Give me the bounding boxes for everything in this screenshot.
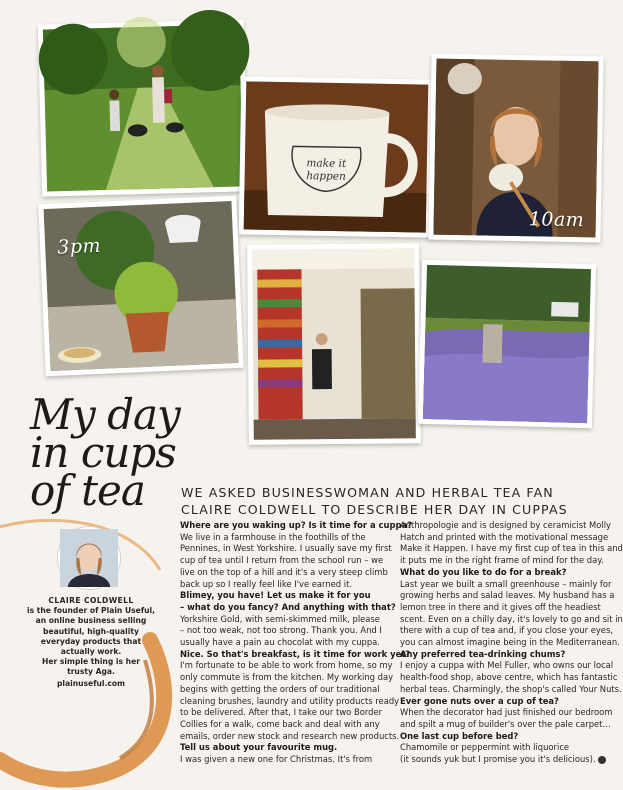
question-line: Blimey, you have! Let us make it for you <box>180 590 371 601</box>
body-line: Chamomile or peppermint with liquorice <box>400 742 570 753</box>
author-profile <box>22 596 160 689</box>
body-line: you can almost imagine being in the Mediterranean. <box>400 637 620 648</box>
profile-name: CLAIRE COLDWELL <box>48 596 134 605</box>
photo-lavender-garden <box>418 260 596 428</box>
body-line: Make it Happen. I have my first cup of tea in this and <box>400 543 623 554</box>
strap-line-1: WE ASKED BUSINESSWOMAN AND HERBAL TEA FAN <box>181 485 554 500</box>
question-line: One last cup before bed? <box>400 730 519 741</box>
body-line: cleaning brushes, laundry and utility products ready <box>180 695 400 706</box>
body-line: back up so I really feel like I've earned it. <box>180 578 353 589</box>
mug-text-1: make it <box>306 156 347 171</box>
body-line: to be delivered. After that, I take our two Border <box>180 707 383 718</box>
time-label-10am: 10am <box>528 208 585 232</box>
title-line-2: in cups <box>30 428 176 477</box>
lavender-image <box>423 265 591 423</box>
question-line: What do you like to do for a break? <box>400 566 567 577</box>
avatar-portrait-image <box>60 529 118 587</box>
body-line: begins with getting the orders of our traditional <box>180 683 380 694</box>
strap-line-2: CLAIRE COLDWELL TO DESCRIBE HER DAY IN CUPPAS <box>181 502 568 517</box>
body-line: Hatch and printed with the motivational message <box>400 531 609 542</box>
family-walk-image <box>43 24 243 191</box>
claire-avatar <box>58 527 120 589</box>
mug-text-2: happen <box>306 169 346 183</box>
profile-line: an online business selling <box>35 616 147 626</box>
body-line: herbal teas. Charmingly, the shop's called Your Nuts. <box>400 683 622 694</box>
body-line: Last year we built a small greenhouse – mainly for <box>400 578 612 589</box>
body-line: only commute is from the kitchen. My working day <box>180 672 394 683</box>
body-line: (it sounds yuk but I promise you it's delicious). <box>400 754 610 766</box>
body-line: cup of tea until I return from the school run – we <box>180 555 384 566</box>
photo-make-it-happen-mug <box>239 76 434 237</box>
photo-plants-3pm <box>38 196 243 376</box>
article-column-right <box>400 520 623 766</box>
body-line: I'm fortunate to be able to work from home, so my <box>180 660 393 671</box>
question-line: Nice. So that's breakfast, is it time for work yet? <box>180 648 411 659</box>
body-line: it puts me in the right frame of mind for the day. <box>400 555 604 566</box>
body-line: I was given a new one for Christmas. It's from <box>180 754 373 765</box>
body-line: emails, order new stock and research new products. <box>180 730 400 741</box>
title-line-3: of tea <box>30 466 145 515</box>
body-line: lemon tree in there and it gives off the headiest <box>400 601 601 612</box>
article-strapline <box>181 484 581 518</box>
photo-family-walk <box>38 19 248 196</box>
body-line: growing herbs and salad leaves. My husband has a <box>400 590 615 601</box>
body-line: scent. Even on a chilly day, it's lovely to go and sit in <box>400 613 623 624</box>
photo-portrait-10am <box>428 54 603 243</box>
profile-line: is the founder of Plain Useful, <box>26 606 156 616</box>
body-line: Collies for a walk, come back and deal with any <box>180 718 380 729</box>
body-line: We live in a farmhouse in the foothills of the <box>180 531 366 542</box>
body-line: When the decorator had just finished our bedroom <box>400 707 613 718</box>
profile-line: trusty Aga. <box>67 667 115 677</box>
profile-line: beautiful, high-quality <box>43 626 139 636</box>
photo-health-food-shop <box>247 243 421 444</box>
profile-line: everyday products that <box>40 636 142 646</box>
article-title <box>30 390 200 515</box>
body-line: usually have a pain au chocolat with my cuppa. <box>180 637 380 648</box>
time-label-3pm: 3pm <box>56 234 102 259</box>
body-line: I enjoy a cuppa with Mel Fuller, who owns our local <box>400 660 614 671</box>
question-line: Ever gone nuts over a cup of tea? <box>400 695 559 706</box>
question-line: Tell us about your favourite mug. <box>180 742 338 753</box>
body-line: – not too weak, not too strong. Thank you. And I <box>180 625 382 636</box>
body-line: Anthropologie and is designed by ceramicist Molly <box>400 520 611 530</box>
body-line: Yorkshire Gold, with semi-skimmed milk, please <box>180 613 380 624</box>
body-line: and spilt a mug of builder's over the pale carpet… <box>400 718 611 729</box>
profile-website-link[interactable]: plainuseful.com <box>56 678 126 688</box>
plants-image <box>44 201 239 371</box>
question-line: – what do you fancy? And anything with that? <box>180 601 396 612</box>
profile-line: Her simple thing is her <box>42 657 140 667</box>
end-mark-icon <box>598 756 606 764</box>
title-line-1: My day <box>30 390 180 439</box>
body-line: live on the top of a hill and it's a very steep climb <box>180 566 388 577</box>
shop-image <box>252 248 416 439</box>
question-line: Where are you waking up? Is it time for a cuppa? <box>180 520 412 530</box>
body-line: health-food shop, above centre, which has fantastic <box>400 672 618 683</box>
question-line: Any preferred tea-drinking chums? <box>400 648 566 659</box>
article-column-left <box>180 520 412 766</box>
body-line: there with a cup of tea and, if you close your eyes, <box>400 625 613 636</box>
profile-line: actually work. <box>60 647 122 657</box>
body-line: Pennines, in West Yorkshire. I usually save my first <box>180 543 392 554</box>
mug-image <box>244 81 429 232</box>
